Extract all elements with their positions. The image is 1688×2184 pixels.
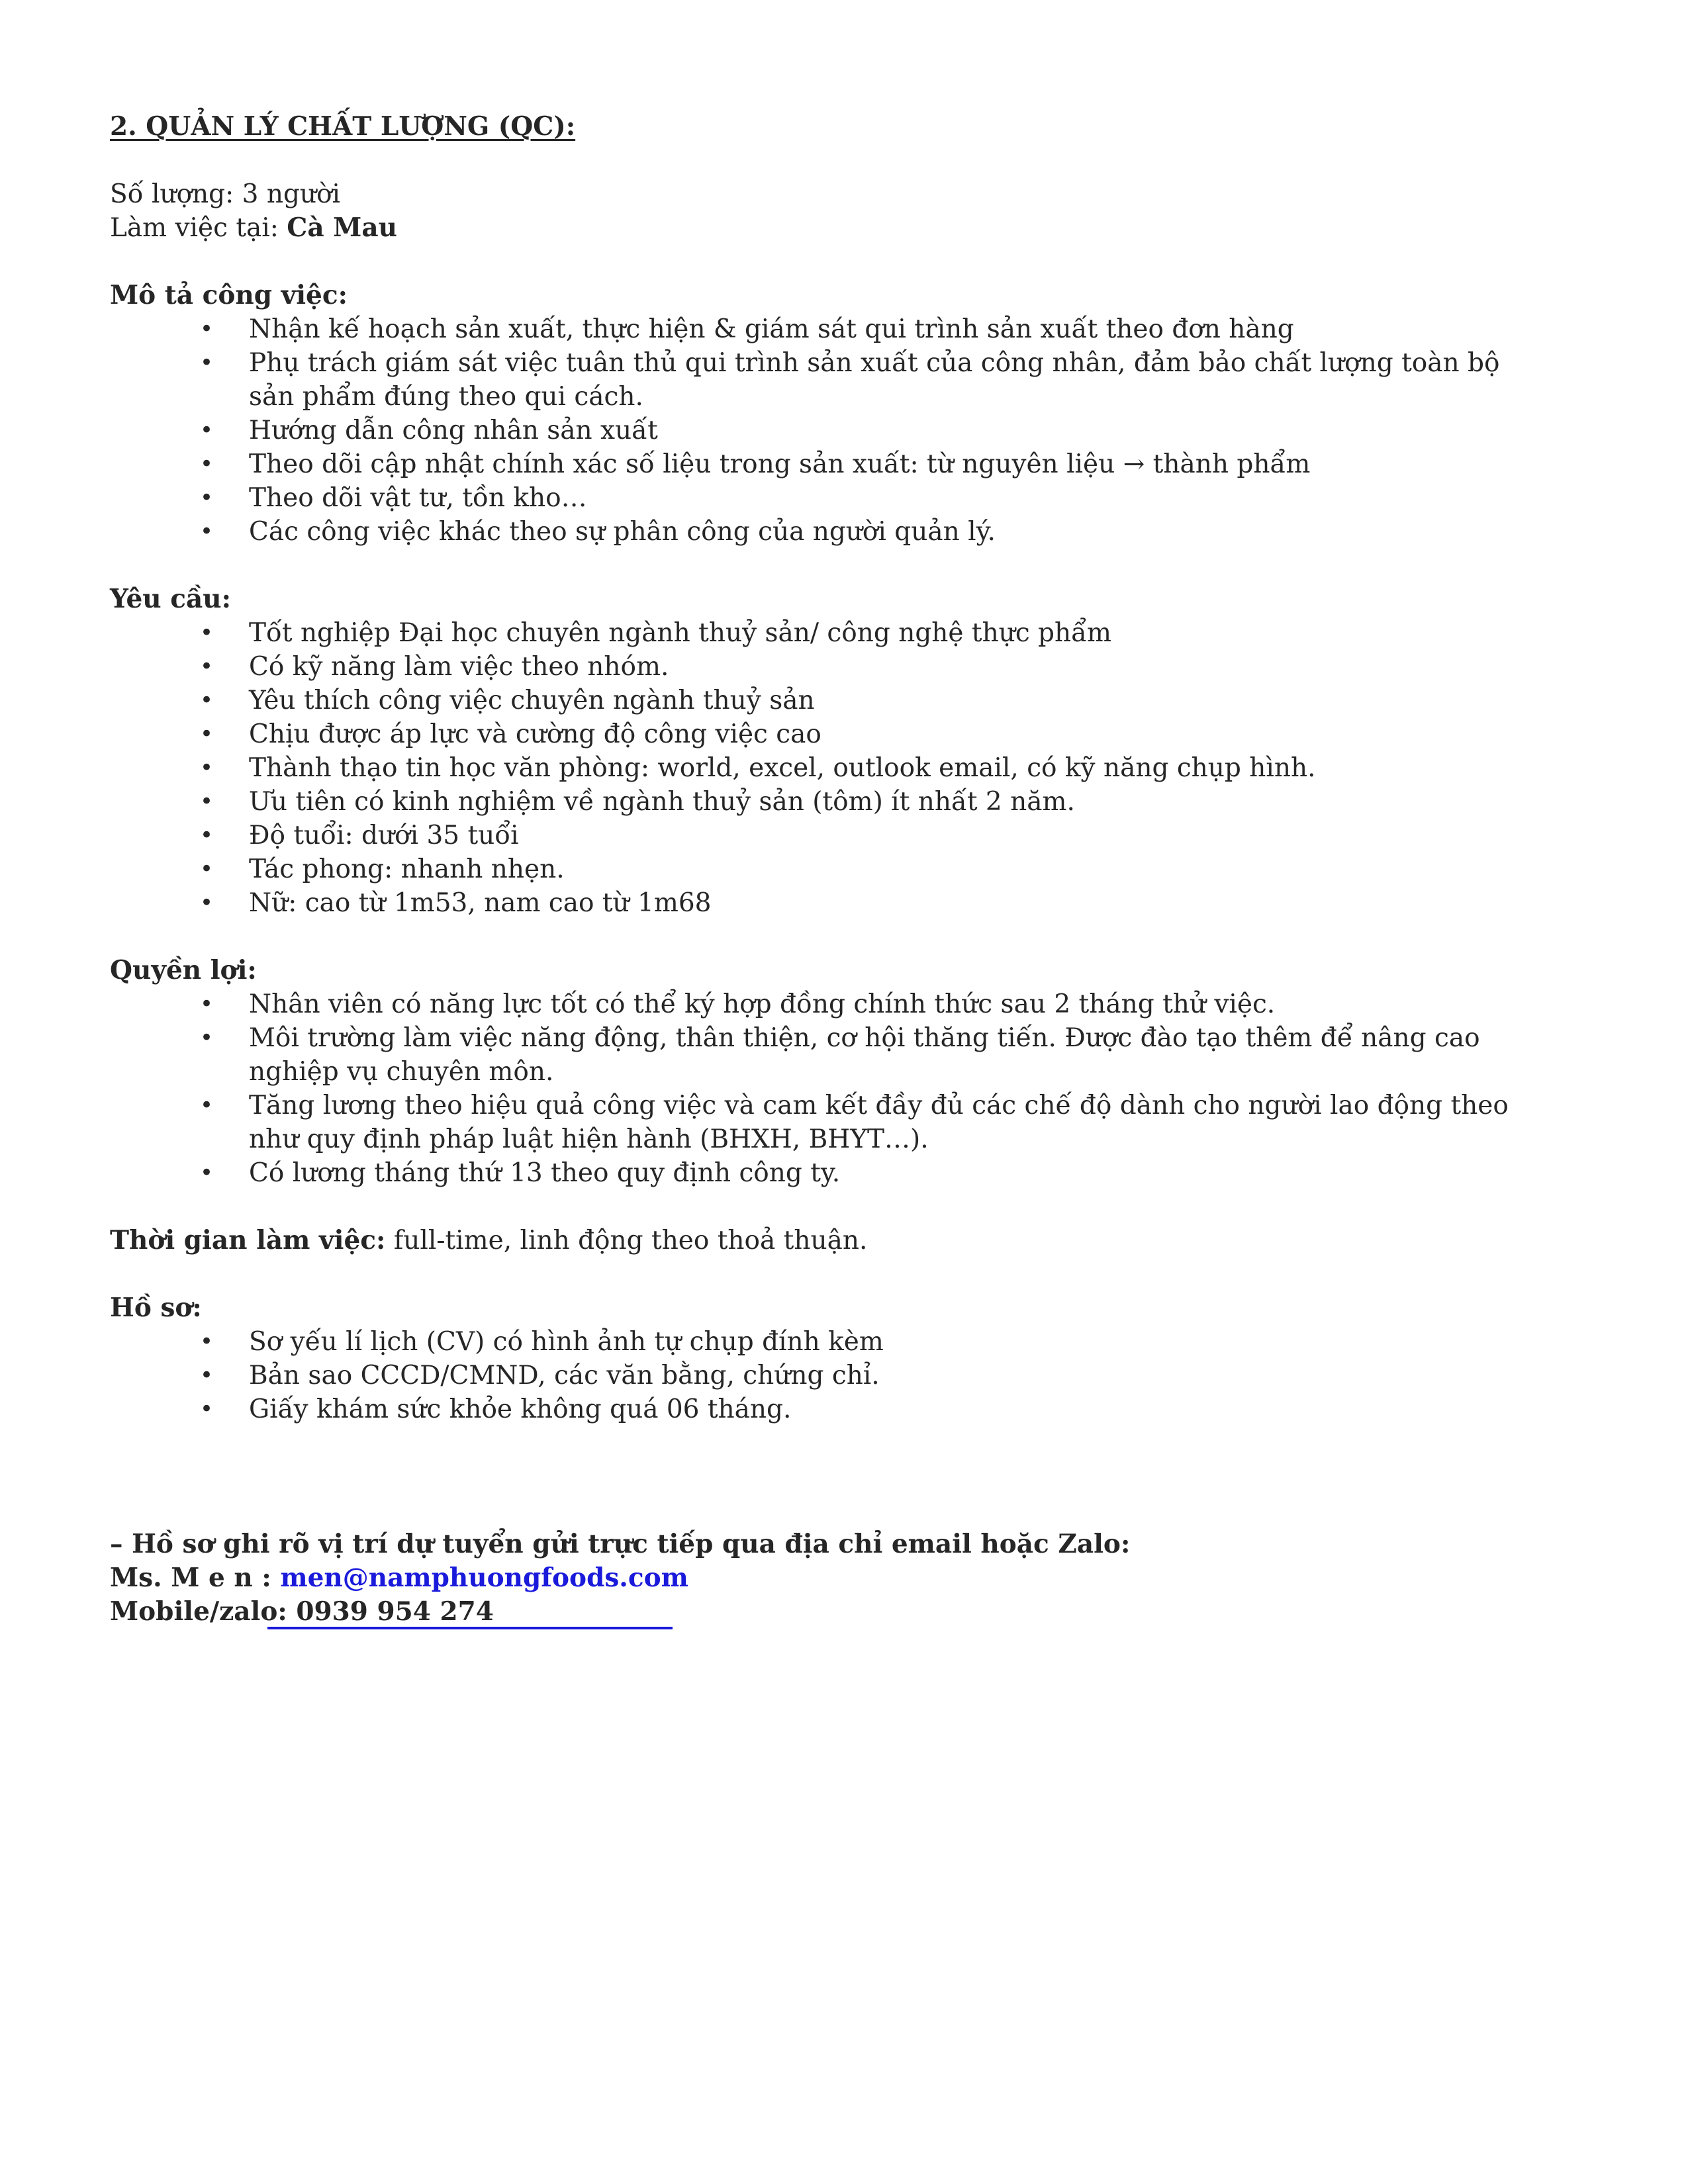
list-item: • Nhân viên có năng lực tốt có thể ký hợp đồng chính thức sau 2 tháng thử việc.: [110, 987, 1520, 1021]
list-item: • Phụ trách giám sát việc tuân thủ qui trình sản xuất của công nhân, đảm bảo chất lượng toàn bộ sản phẩm đúng theo qui cách.: [110, 346, 1520, 414]
list-item: • Có lương tháng thứ 13 theo quy định công ty.: [110, 1156, 1520, 1190]
contact-phone-line: [110, 1595, 494, 1629]
bullet-icon: •: [200, 721, 214, 747]
bullet-icon: •: [200, 1396, 214, 1422]
bullet-icon: •: [200, 822, 214, 848]
job-description-heading: Mô tả công việc:: [110, 280, 348, 310]
list-item: • Sơ yếu lí lịch (CV) có hình ảnh tự chụp đính kèm: [110, 1325, 1520, 1359]
benefits-heading: Quyền lợi:: [110, 955, 257, 985]
working-time-line: [110, 1224, 1566, 1257]
requirements-list: [110, 616, 1566, 920]
list-item: • Theo dõi cập nhật chính xác số liệu trong sản xuất: từ nguyên liệu → thành phẩm: [110, 447, 1520, 481]
bullet-icon: •: [200, 1362, 214, 1388]
contact-email-line: [110, 1561, 1566, 1595]
document-page: [110, 110, 1566, 1629]
location-label: Làm việc tại:: [110, 213, 287, 243]
list-item: • Tốt nghiệp Đại học chuyên ngành thuỷ sản/ công nghệ thực phẩm: [110, 616, 1520, 650]
bullet-icon: •: [200, 451, 214, 477]
documents-list: [110, 1325, 1566, 1426]
list-item: • Bản sao CCCD/CMND, các văn bằng, chứng chỉ.: [110, 1359, 1520, 1392]
list-item: • Nữ: cao từ 1m53, nam cao từ 1m68: [110, 886, 1520, 920]
location-value: Cà Mau: [287, 212, 397, 243]
phone-label: Mobile/zalo:: [110, 1596, 297, 1627]
list-item: • Theo dõi vật tư, tồn kho…: [110, 481, 1520, 515]
bullet-icon: •: [200, 1160, 214, 1186]
bullet-icon: •: [200, 316, 214, 342]
bullet-icon: •: [200, 991, 214, 1017]
bullet-icon: •: [200, 687, 214, 713]
bullet-icon: •: [200, 484, 214, 511]
bullet-icon: •: [200, 754, 214, 781]
list-item: • Ưu tiên có kinh nghiệm về ngành thuỷ sản (tôm) ít nhất 2 năm.: [110, 785, 1520, 819]
job-description-list: [110, 312, 1566, 549]
list-item: • Chịu được áp lực và cường độ công việc cao: [110, 717, 1520, 751]
list-item: • Hướng dẫn công nhân sản xuất: [110, 414, 1520, 447]
list-item: • Môi trường làm việc năng động, thân thiện, cơ hội thăng tiến. Được đào tạo thêm để nâng cao nghiệp vụ chuyên môn.: [110, 1021, 1520, 1089]
list-item: • Tác phong: nhanh nhẹn.: [110, 852, 1520, 886]
bullet-icon: •: [200, 349, 214, 376]
working-time-value: full-time, linh động theo thoả thuận.: [385, 1226, 868, 1255]
section-title: 2. QUẢN LÝ CHẤT LƯỢNG (QC):: [110, 111, 576, 142]
list-item: • Các công việc khác theo sự phân công của người quản lý.: [110, 515, 1520, 549]
list-item: • Thành thạo tin học văn phòng: world, excel, outlook email, có kỹ năng chụp hình.: [110, 751, 1520, 785]
phone-underline: [267, 1627, 673, 1629]
list-item: • Giấy khám sức khỏe không quá 06 tháng.: [110, 1392, 1520, 1426]
bullet-icon: •: [200, 788, 214, 815]
quantity-line: Số lượng: 3 người: [110, 179, 341, 209]
benefits-list: [110, 987, 1566, 1190]
list-item: • Tăng lương theo hiệu quả công việc và cam kết đầy đủ các chế độ dành cho người lao động theo như quy định pháp luật hiện hành (BHXH, BHYT…).: [110, 1089, 1520, 1156]
documents-heading: Hồ sơ:: [110, 1293, 202, 1323]
list-item: • Có kỹ năng làm việc theo nhóm.: [110, 650, 1520, 684]
contact-instruction: – Hồ sơ ghi rõ vị trí dự tuyển gửi trực tiếp qua địa chỉ email hoặc Zalo:: [110, 1529, 1131, 1559]
bullet-icon: •: [200, 518, 214, 545]
requirements-heading: Yêu cầu:: [110, 584, 231, 614]
list-item: • Độ tuổi: dưới 35 tuổi: [110, 819, 1520, 852]
list-item: • Yêu thích công việc chuyên ngành thuỷ sản: [110, 684, 1520, 717]
list-item: • Nhận kế hoạch sản xuất, thực hiện & giám sát qui trình sản xuất theo đơn hàng: [110, 312, 1520, 346]
bullet-icon: •: [200, 417, 214, 443]
phone-number: 0939 954 274: [296, 1596, 494, 1627]
email-link[interactable]: men@namphuongfoods.com: [280, 1563, 688, 1593]
bullet-icon: •: [200, 1024, 214, 1051]
bullet-icon: •: [200, 619, 214, 646]
bullet-icon: •: [200, 653, 214, 680]
location-line: [110, 211, 1566, 245]
bullet-icon: •: [200, 856, 214, 882]
bullet-icon: •: [200, 1092, 214, 1118]
bullet-icon: •: [200, 889, 214, 916]
bullet-icon: •: [200, 1328, 214, 1355]
working-time-label: Thời gian làm việc:: [110, 1225, 386, 1255]
contact-name-label: Ms. M e n :: [110, 1563, 281, 1593]
